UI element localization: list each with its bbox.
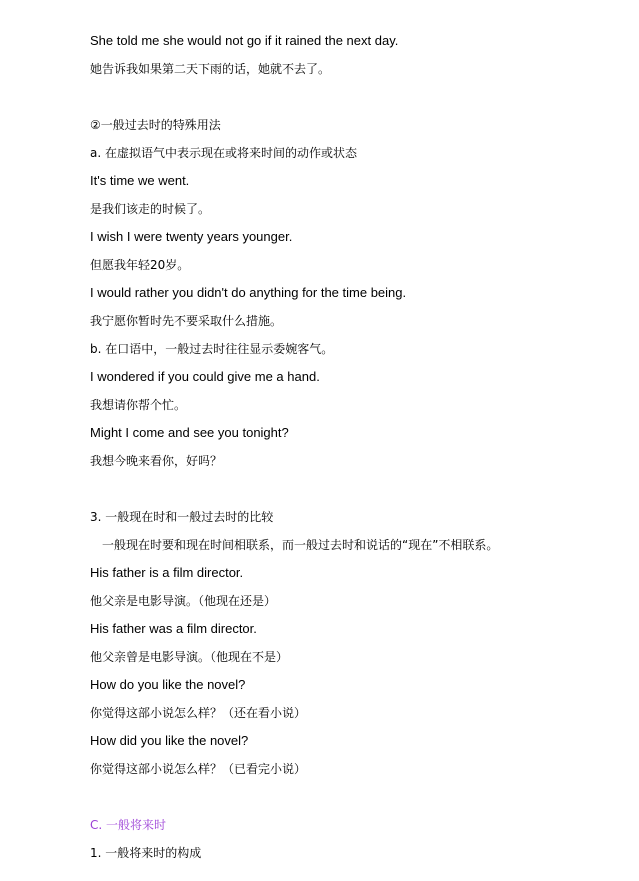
example-sentence-zh: 我宁愿你暂时先不要采取什么措施。 (90, 314, 283, 328)
rule-description: a. 在虚拟语气中表示现在或将来时间的动作或状态 (90, 146, 357, 160)
example-sentence-zh: 他父亲是电影导演。（他现在还是） (90, 594, 277, 608)
example-sentence-zh: 她告诉我如果第二天下雨的话，她就不去了。 (90, 62, 331, 76)
example-sentence-zh: 你觉得这部小说怎么样？（已看完小说） (90, 762, 307, 776)
chapter-heading: C. 一般将来时 (90, 818, 167, 832)
example-sentence-en: I wish I were twenty years younger. (90, 229, 293, 244)
section-heading: ②一般过去时的特殊用法 (90, 118, 221, 132)
example-sentence-zh: 但愿我年轻20岁。 (90, 258, 190, 272)
example-sentence-zh: 你觉得这部小说怎么样？（还在看小说） (90, 706, 307, 720)
rule-description: 一般现在时要和现在时间相联系，而一般过去时和说话的“现在”不相联系。 (102, 538, 499, 552)
example-sentence-en: His father is a film director. (90, 565, 244, 580)
subsection-heading: 1. 一般将来时的构成 (90, 846, 202, 860)
example-sentence-zh: 他父亲曾是电影导演。（他现在不是） (90, 650, 289, 664)
example-sentence-en: Might I come and see you tonight? (90, 425, 289, 440)
example-sentence-zh: 是我们该走的时候了。 (90, 202, 211, 216)
example-sentence-en: How did you like the novel? (90, 733, 249, 748)
example-sentence-en: I wondered if you could give me a hand. (90, 369, 320, 384)
example-sentence-en: I would rather you didn't do anything for the time being. (90, 285, 407, 300)
example-sentence-en: His father was a film director. (90, 621, 257, 636)
section-heading: 3. 一般现在时和一般过去时的比较 (90, 510, 274, 524)
example-sentence-en: How do you like the novel? (90, 677, 246, 692)
rule-description: b. 在口语中，一般过去时往往显示委婉客气。 (90, 342, 334, 356)
example-sentence-zh: 我想今晚来看你，好吗？ (90, 454, 223, 468)
example-sentence-en: She told me she would not go if it rained the next day. (90, 33, 399, 48)
example-sentence-zh: 我想请你帮个忙。 (90, 398, 187, 412)
example-sentence-en: It's time we went. (90, 173, 190, 188)
